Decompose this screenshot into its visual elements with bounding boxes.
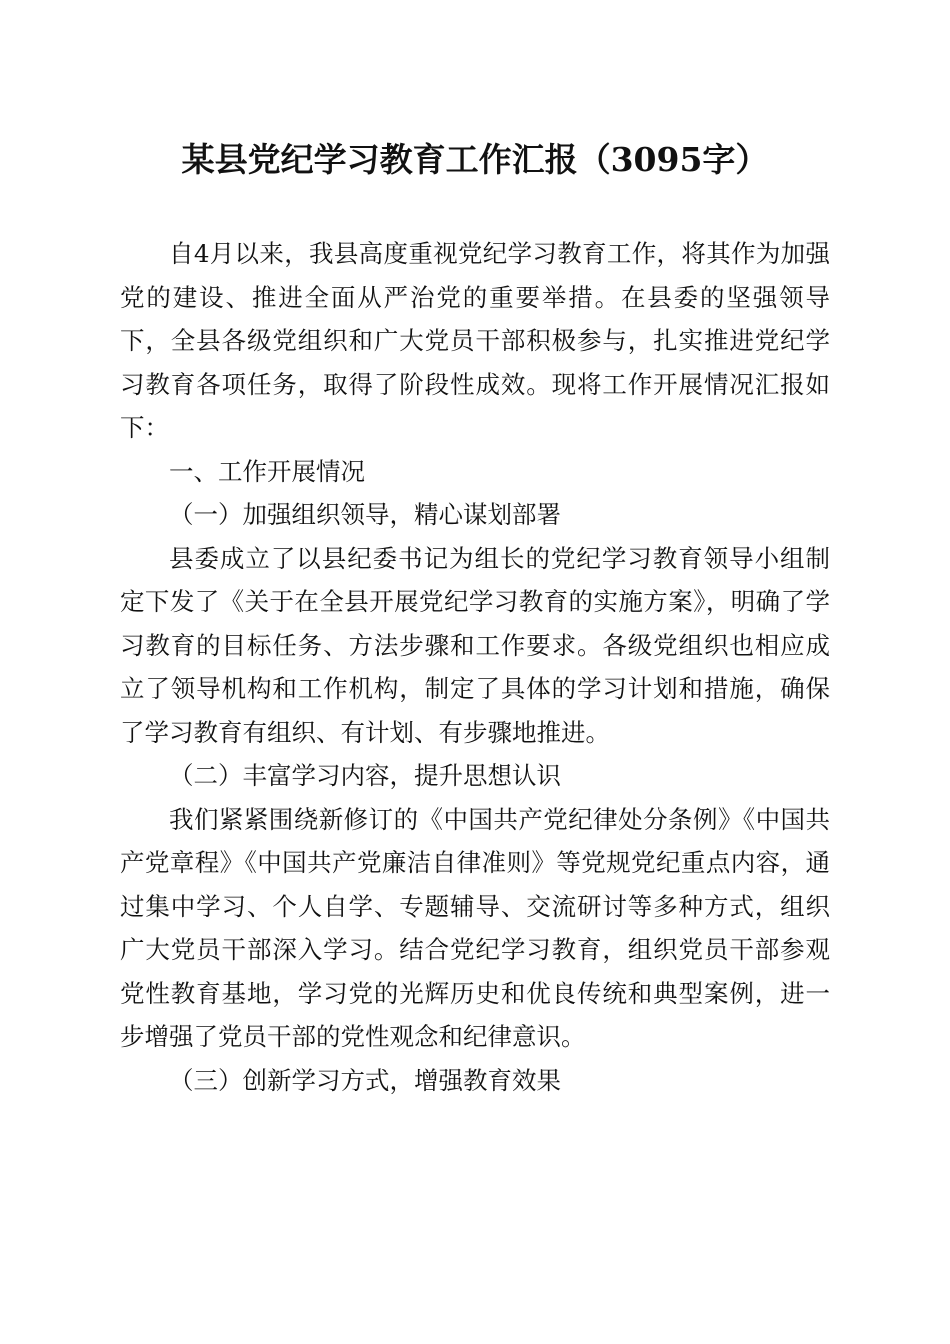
subsection-paragraph-1: 县委成立了以县纪委书记为组长的党纪学习教育领导小组制定下发了《关于在全县开展党纪学习教育的实施方案》，明确了学习教育的目标任务、方法步骤和工作要求。各级党组织也相应成立了领导机构和工作机构，制定了具体的学习计划和措施，确保了学习教育有组织、有计划、有步骤地推进。 <box>120 543 830 747</box>
intro-paragraph: 自4月以来，我县高度重视党纪学习教育工作，将其作为加强党的建设、推进全面从严治党的重要举措。在县委的坚强领导下，全县各级党组织和广大党员干部积极参与，扎实推进党纪学习教育各项任务，取得了阶段性成效。现将工作开展情况汇报如下： <box>120 239 830 442</box>
subsection-paragraph-2: 我们紧紧围绕新修订的《中国共产党纪律处分条例》《中国共产党章程》《中国共产党廉洁自律准则》等党规党纪重点内容，通过集中学习、个人自学、专题辅导、交流研讨等多种方式，组织广大党员干部深入学习。结合党纪学习教育，组织党员干部参观党性教育基地，学习党的光辉历史和优良传统和典型案例，进一步增强了党员干部的党性观念和纪律意识。 <box>120 804 830 1051</box>
subsection-heading-1: （一）加强组织领导，精心谋划部署 <box>169 500 561 529</box>
subsection-heading-2: （二）丰富学习内容，提升思想认识 <box>169 761 561 790</box>
subsection-heading-3: （三）创新学习方式，增强教育效果 <box>169 1065 561 1095</box>
document-body <box>120 232 830 1102</box>
section-heading-1: 一、工作开展情况 <box>169 456 365 486</box>
document-title: 某县党纪学习教育工作汇报（3095字） <box>181 140 769 179</box>
